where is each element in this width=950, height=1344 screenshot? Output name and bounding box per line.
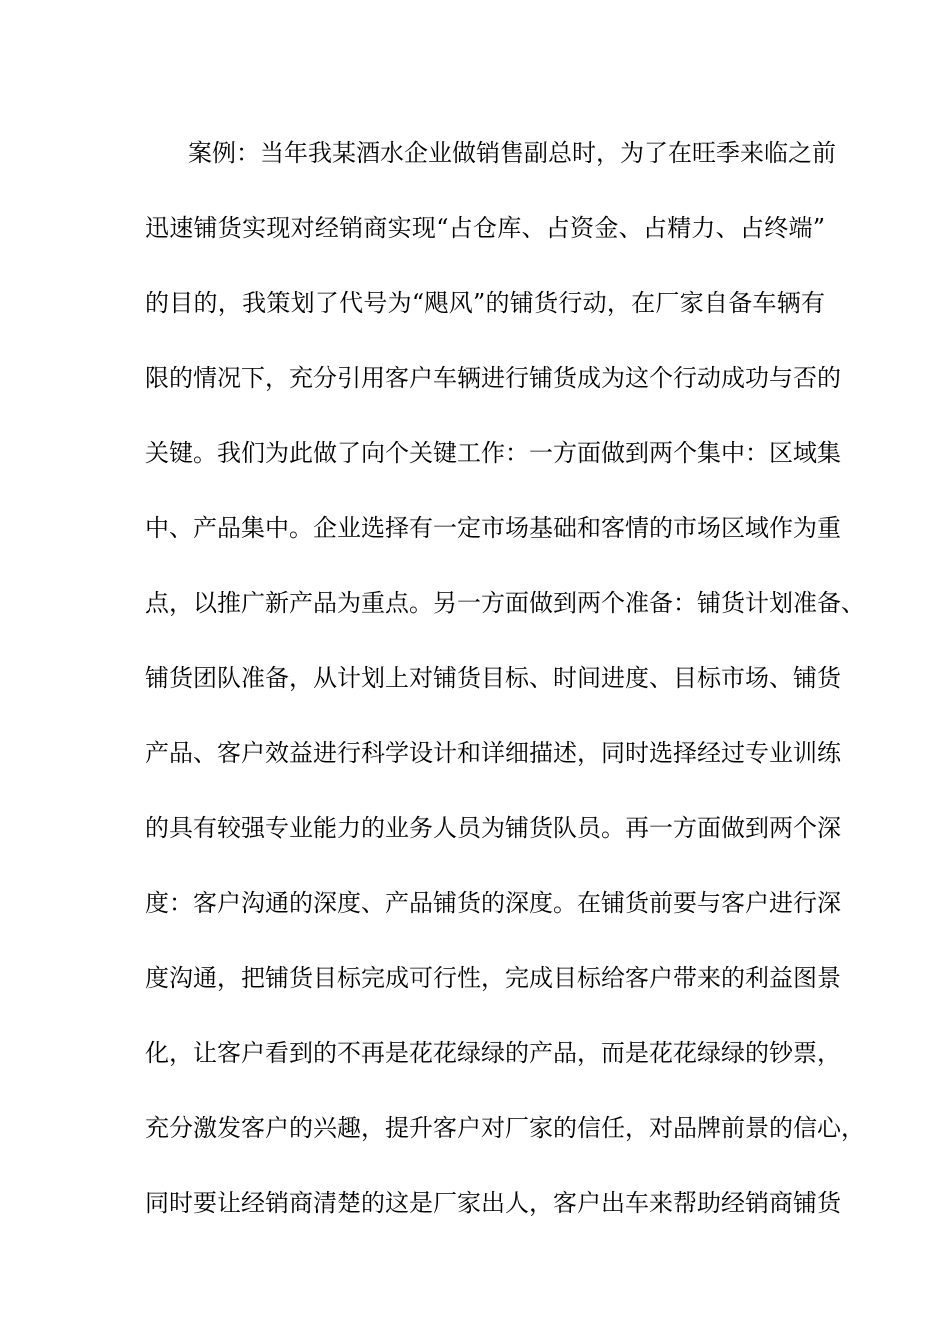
text-line: 的具有较强专业能力的业务人员为铺货队员。再一方面做到两个深 bbox=[145, 814, 841, 842]
text-line: 迅速铺货实现对经销商实现“占仓库、占资金、占精力、占终端” bbox=[145, 214, 825, 242]
text-line: 关键。我们为此做了向个关键工作：一方面做到两个集中：区域集 bbox=[145, 439, 841, 467]
body-paragraph bbox=[145, 131, 865, 1256]
text-line: 中、产品集中。企业选择有一定市场基础和客情的市场区域作为重 bbox=[145, 514, 841, 542]
text-line: 度：客户沟通的深度、产品铺货的深度。在铺货前要与客户进行深 bbox=[145, 889, 841, 917]
text-line: 的目的，我策划了代号为“飓风”的铺货行动，在厂家自备车辆有 bbox=[145, 289, 825, 317]
text-line: 同时要让经销商清楚的这是厂家出人，客户出车来帮助经销商铺货 bbox=[145, 1189, 841, 1217]
text-line: 化，让客户看到的不再是花花绿绿的产品，而是花花绿绿的钞票， bbox=[145, 1039, 841, 1067]
text-line: 限的情况下，充分引用客户车辆进行铺货成为这个行动成功与否的 bbox=[145, 364, 841, 392]
text-line: 产品、客户效益进行科学设计和详细描述，同时选择经过专业训练 bbox=[145, 739, 841, 767]
text-line: 铺货团队准备，从计划上对铺货目标、时间进度、目标市场、铺货 bbox=[145, 664, 841, 692]
text-line: 点，以推广新产品为重点。另一方面做到两个准备：铺货计划准备、 bbox=[145, 589, 865, 617]
text-line: 案例：当年我某酒水企业做销售副总时，为了在旺季来临之前 bbox=[188, 139, 836, 167]
text-line: 充分激发客户的兴趣，提升客户对厂家的信任，对品牌前景的信心， bbox=[145, 1114, 865, 1142]
text-line: 度沟通，把铺货目标完成可行性，完成目标给客户带来的利益图景 bbox=[145, 964, 841, 992]
